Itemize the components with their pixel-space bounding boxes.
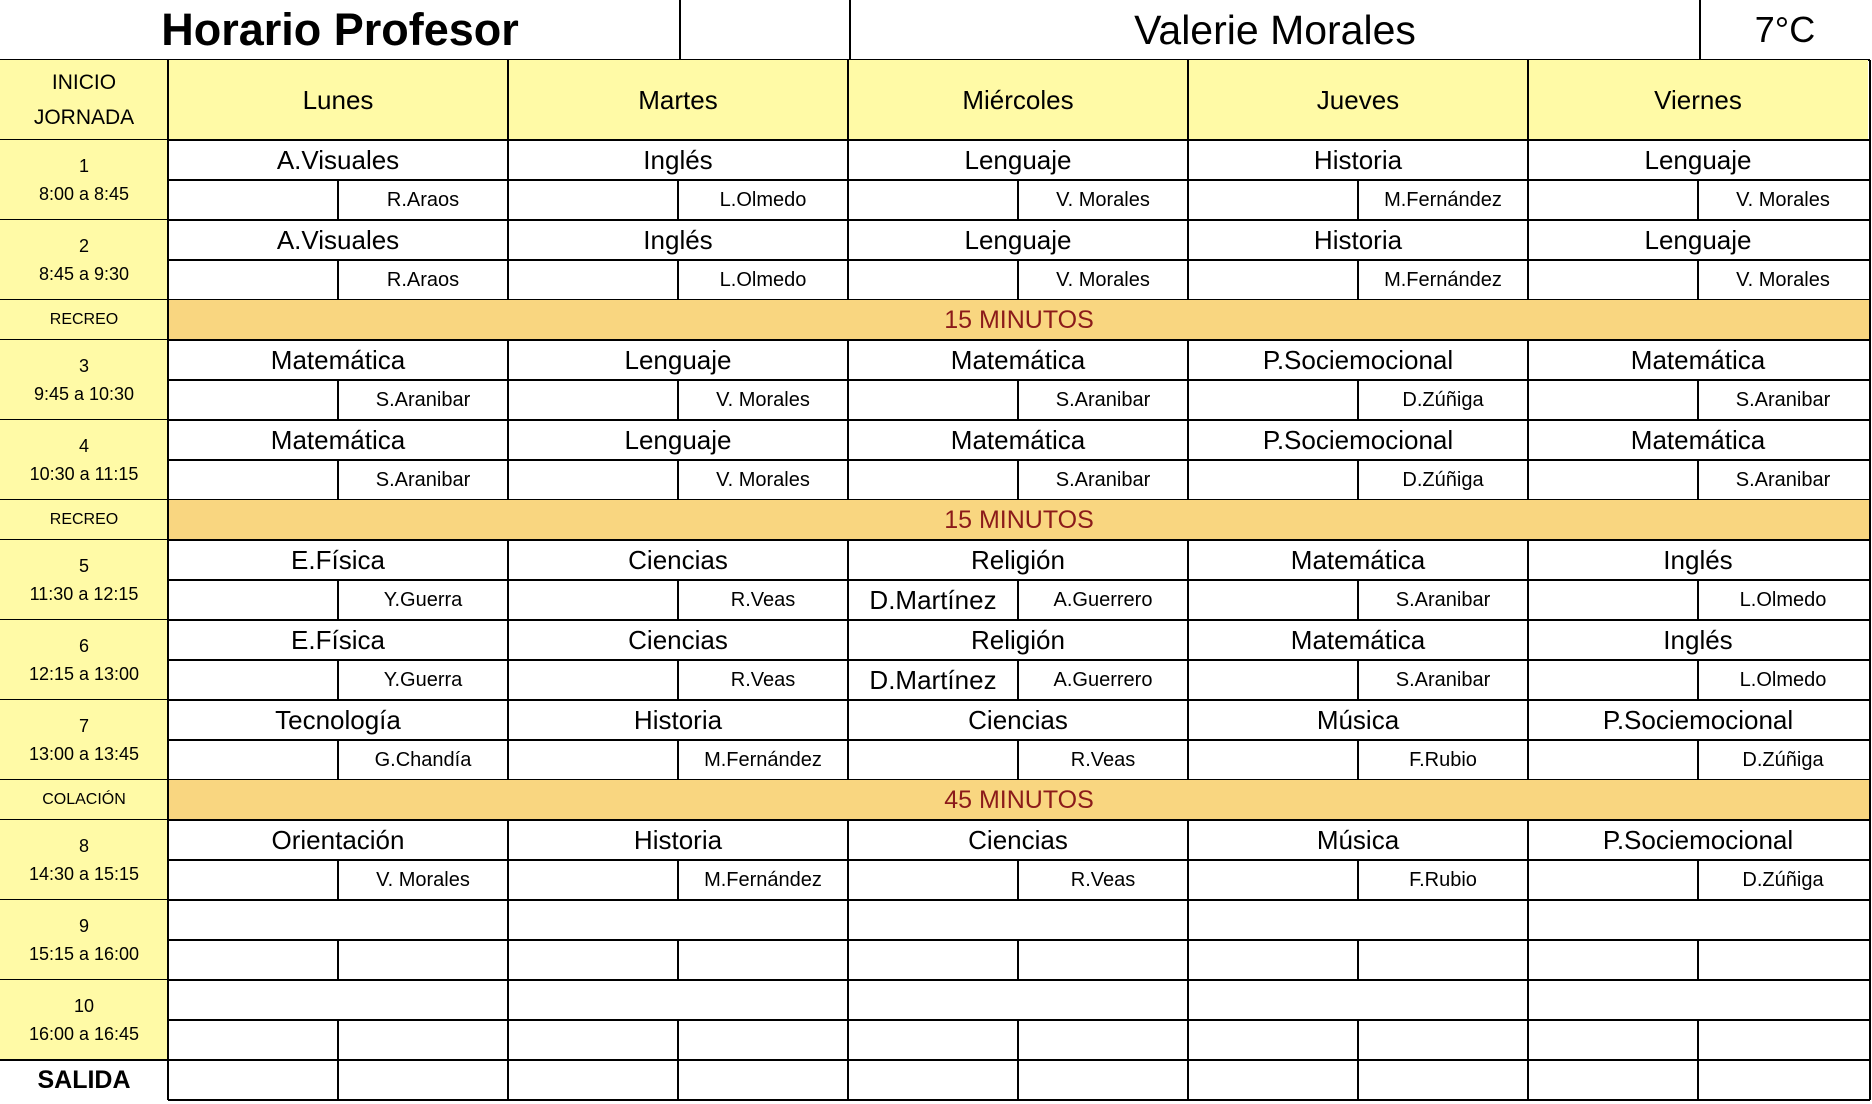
break-duration: 45 MINUTOS <box>168 780 1870 820</box>
subject-cell: Orientación <box>271 824 405 855</box>
grid-line <box>1357 180 1359 220</box>
period-time: 16:00 a 16:45 <box>28 1024 140 1044</box>
teacher-cell: V. Morales <box>376 868 470 891</box>
grid-line <box>1017 1060 1019 1100</box>
subject-cell: Historia <box>633 824 723 855</box>
teacher-cell <box>1358 940 1528 980</box>
period-label <box>0 140 168 220</box>
grid-line <box>1697 660 1699 700</box>
teacher-cell: D.Zúñiga <box>1402 388 1484 411</box>
grid-line <box>1527 60 1529 140</box>
break-duration: 15 MINUTOS <box>168 300 1870 340</box>
period-label <box>0 220 168 300</box>
grid-line <box>677 460 679 500</box>
grid-line <box>677 580 679 620</box>
period-time: 12:15 a 13:00 <box>28 664 140 684</box>
grid-line <box>1017 260 1019 300</box>
teacher-name: Valerie Morales <box>1134 6 1416 53</box>
subject-cell: E.Física <box>291 544 385 575</box>
subject-cell <box>1188 980 1528 1020</box>
teacher-cell: S.Aranibar <box>1055 388 1151 411</box>
grid-line <box>167 300 169 340</box>
teacher-cell-left: D.Martínez <box>869 664 997 695</box>
subject-cell: Matemática <box>1630 344 1766 375</box>
subject-cell: E.Física <box>291 624 385 655</box>
teacher-cell: L.Olmedo <box>719 268 807 291</box>
grid-line <box>1357 1020 1359 1060</box>
teacher-cell: D.Zúñiga <box>1742 868 1824 891</box>
grid-line <box>168 1019 1870 1021</box>
period-number: 3 <box>78 356 89 376</box>
teacher-cell <box>1698 940 1868 980</box>
subject-cell: Ciencias <box>968 704 1068 735</box>
grid-line <box>168 459 1870 461</box>
grid-line <box>1357 940 1359 980</box>
subject-cell: Ciencias <box>628 544 728 575</box>
period-label <box>0 420 168 500</box>
teacher-cell: M.Fernández <box>704 748 822 771</box>
grid-line <box>1017 860 1019 900</box>
subject-cell: Matemática <box>270 344 406 375</box>
grid-line <box>1699 0 1701 60</box>
grid-line <box>1017 460 1019 500</box>
grid-line <box>1697 260 1699 300</box>
subject-cell: Inglés <box>1663 624 1733 655</box>
period-label <box>0 540 168 620</box>
grid-line <box>1017 180 1019 220</box>
period-number: 5 <box>78 556 89 576</box>
teacher-cell: A.Guerrero <box>1053 668 1153 691</box>
period-number: 8 <box>78 836 89 856</box>
grid-line <box>507 1060 509 1100</box>
subject-cell: Lenguaje <box>964 144 1072 175</box>
grid-line <box>1017 740 1019 780</box>
day-header-2: Miércoles <box>848 60 1188 140</box>
period-time: 13:00 a 13:45 <box>28 744 140 764</box>
teacher-cell: M.Fernández <box>1384 188 1502 211</box>
page-title: Horario Profesor <box>161 4 519 55</box>
teacher-cell: M.Fernández <box>704 868 822 891</box>
grid-line <box>337 180 339 220</box>
grid-line <box>1357 460 1359 500</box>
day-header-0: Lunes <box>168 60 508 140</box>
subject-cell: Inglés <box>643 144 713 175</box>
grid-line <box>1697 580 1699 620</box>
grid-line <box>168 739 1870 741</box>
subject-cell <box>1528 900 1868 940</box>
grid-line <box>167 1060 169 1100</box>
grid-line <box>677 940 679 980</box>
period-label <box>0 980 168 1060</box>
grid-line <box>1697 180 1699 220</box>
break-label: COLACIÓN <box>0 780 168 820</box>
grid-line <box>677 1020 679 1060</box>
period-time: 8:45 a 9:30 <box>38 264 130 284</box>
grid-line <box>677 1060 679 1100</box>
grid-line <box>1357 660 1359 700</box>
grid-line <box>1357 860 1359 900</box>
subject-cell: Tecnología <box>275 704 401 735</box>
break-label: RECREO <box>0 300 168 340</box>
subject-cell: A.Visuales <box>276 144 400 175</box>
teacher-cell: S.Aranibar <box>1395 668 1491 691</box>
subject-cell: Ciencias <box>968 824 1068 855</box>
teacher-cell: Y.Guerra <box>383 588 463 611</box>
break-duration: 15 MINUTOS <box>168 500 1870 540</box>
grid-line <box>1357 740 1359 780</box>
teacher-cell <box>1018 940 1188 980</box>
day-header-1: Martes <box>508 60 848 140</box>
grid-line <box>168 659 1870 661</box>
grid-line <box>167 60 169 140</box>
teacher-cell: R.Araos <box>386 268 460 291</box>
teacher-cell: L.Olmedo <box>1739 668 1827 691</box>
grid-line <box>1869 60 1871 1100</box>
subject-cell: Historia <box>1313 224 1403 255</box>
period-time: 10:30 a 11:15 <box>29 464 139 484</box>
teacher-cell <box>338 1020 508 1060</box>
grid-line <box>337 1020 339 1060</box>
teacher-cell: D.Zúñiga <box>1402 468 1484 491</box>
teacher-cell: L.Olmedo <box>719 188 807 211</box>
teacher-cell <box>678 1020 848 1060</box>
period-time: 8:00 a 8:45 <box>38 184 130 204</box>
grid-line <box>1017 940 1019 980</box>
teacher-cell: R.Veas <box>1070 868 1136 891</box>
grid-line <box>1017 380 1019 420</box>
subject-cell: Matemática <box>1290 544 1426 575</box>
grid-line <box>1527 1060 1529 1100</box>
subject-cell <box>508 900 848 940</box>
period-time: 15:15 a 16:00 <box>28 944 140 964</box>
grid-line <box>1017 660 1019 700</box>
grid-line <box>1697 940 1699 980</box>
subject-cell: Lenguaje <box>1644 224 1752 255</box>
subject-cell: P.Sociemocional <box>1602 704 1794 735</box>
grid-line <box>1017 580 1019 620</box>
teacher-cell <box>1698 1020 1868 1060</box>
subject-cell <box>1188 900 1528 940</box>
grid-line <box>337 660 339 700</box>
teacher-cell: V. Morales <box>1736 188 1830 211</box>
grid-line <box>1187 1060 1189 1100</box>
teacher-cell: V. Morales <box>1736 268 1830 291</box>
subject-cell <box>848 980 1188 1020</box>
period-number: 4 <box>78 436 89 456</box>
teacher-cell: S.Aranibar <box>375 388 471 411</box>
subject-cell: P.Sociemocional <box>1262 344 1454 375</box>
grid-line <box>0 1059 1870 1061</box>
period-label <box>0 900 168 980</box>
subject-cell: Historia <box>1313 144 1403 175</box>
subject-cell: Matemática <box>950 424 1086 455</box>
grid-line <box>1697 740 1699 780</box>
subject-cell: Historia <box>633 704 723 735</box>
teacher-cell: Y.Guerra <box>383 668 463 691</box>
subject-cell: Música <box>1316 704 1400 735</box>
period-time: 9:45 a 10:30 <box>33 384 135 404</box>
inicio-jornada-label: INICIO JORNADA <box>0 60 168 140</box>
subject-cell: Lenguaje <box>624 344 732 375</box>
teacher-cell: S.Aranibar <box>1055 468 1151 491</box>
period-number: 10 <box>73 996 95 1016</box>
subject-cell: P.Sociemocional <box>1262 424 1454 455</box>
grid-line <box>1697 1060 1699 1100</box>
grid-line <box>1017 1020 1019 1060</box>
grid-line <box>337 1060 339 1100</box>
grid-line <box>677 740 679 780</box>
teacher-cell: S.Aranibar <box>1735 388 1831 411</box>
subject-cell <box>848 900 1188 940</box>
break-label: RECREO <box>0 500 168 540</box>
period-label <box>0 340 168 420</box>
grid-line <box>168 579 1870 581</box>
subject-cell: Lenguaje <box>964 224 1072 255</box>
teacher-cell: S.Aranibar <box>1395 588 1491 611</box>
grid-line <box>1357 1060 1359 1100</box>
grid-line <box>168 1099 1870 1101</box>
subject-cell: Música <box>1316 824 1400 855</box>
grid-line <box>847 60 849 140</box>
teacher-cell: R.Araos <box>386 188 460 211</box>
period-label <box>0 820 168 900</box>
teacher-cell: F.Rubio <box>1409 748 1477 771</box>
teacher-cell: V. Morales <box>716 388 810 411</box>
teacher-cell: S.Aranibar <box>1735 468 1831 491</box>
subject-cell: Ciencias <box>628 624 728 655</box>
subject-cell: Lenguaje <box>1644 144 1752 175</box>
day-header-4: Viernes <box>1528 60 1868 140</box>
teacher-cell: R.Veas <box>730 588 796 611</box>
period-label <box>0 620 168 700</box>
grid-line <box>167 780 169 820</box>
subject-cell <box>168 900 508 940</box>
grid-line <box>677 180 679 220</box>
subject-cell: Inglés <box>1663 544 1733 575</box>
subject-cell: A.Visuales <box>276 224 400 255</box>
grid-line <box>1187 60 1189 140</box>
teacher-cell: V. Morales <box>1056 188 1150 211</box>
grid-line <box>1357 580 1359 620</box>
period-number: 2 <box>78 236 89 256</box>
grid-line <box>168 259 1870 261</box>
period-number: 9 <box>78 916 89 936</box>
teacher-cell <box>678 940 848 980</box>
period-label <box>0 700 168 780</box>
teacher-cell <box>1358 1020 1528 1060</box>
grid-line <box>1357 260 1359 300</box>
grid-line <box>507 60 509 140</box>
temperature: 7°C <box>1754 9 1816 50</box>
grid-line <box>1697 1020 1699 1060</box>
period-number: 6 <box>78 636 89 656</box>
grid-line <box>1697 860 1699 900</box>
grid-line <box>337 260 339 300</box>
teacher-cell <box>1018 1020 1188 1060</box>
grid-line <box>847 1060 849 1100</box>
subject-cell: Matemática <box>1630 424 1766 455</box>
teacher-cell: R.Veas <box>1070 748 1136 771</box>
teacher-cell: V. Morales <box>716 468 810 491</box>
subject-cell <box>508 980 848 1020</box>
subject-cell: Inglés <box>643 224 713 255</box>
subject-cell: Lenguaje <box>624 424 732 455</box>
grid-line <box>168 939 1870 941</box>
subject-cell: P.Sociemocional <box>1602 824 1794 855</box>
grid-line <box>677 860 679 900</box>
period-time: 11:30 a 12:15 <box>29 584 139 604</box>
grid-line <box>167 500 169 540</box>
grid-line <box>168 859 1870 861</box>
subject-cell: Matemática <box>1290 624 1426 655</box>
grid-line <box>849 0 851 60</box>
grid-line <box>677 260 679 300</box>
period-time: 14:30 a 15:15 <box>28 864 140 884</box>
grid-line <box>1697 380 1699 420</box>
teacher-cell: S.Aranibar <box>375 468 471 491</box>
grid-line <box>677 380 679 420</box>
grid-line <box>337 380 339 420</box>
period-number: 1 <box>78 156 89 176</box>
grid-line <box>1697 460 1699 500</box>
grid-line <box>168 179 1870 181</box>
subject-cell <box>168 980 508 1020</box>
teacher-cell <box>338 940 508 980</box>
teacher-cell: G.Chandía <box>374 748 472 771</box>
teacher-cell: R.Veas <box>730 668 796 691</box>
teacher-cell-left: D.Martínez <box>869 584 997 615</box>
grid-line <box>337 940 339 980</box>
teacher-cell: L.Olmedo <box>1739 588 1827 611</box>
teacher-cell: D.Zúñiga <box>1742 748 1824 771</box>
grid-line <box>679 0 681 60</box>
subject-cell: Matemática <box>270 424 406 455</box>
grid-line <box>168 379 1870 381</box>
salida-label: SALIDA <box>37 1065 131 1094</box>
teacher-cell: A.Guerrero <box>1053 588 1153 611</box>
grid-line <box>337 580 339 620</box>
subject-cell <box>1528 980 1868 1020</box>
period-number: 7 <box>78 716 89 736</box>
day-header-3: Jueves <box>1188 60 1528 140</box>
grid-line <box>1357 380 1359 420</box>
grid-line <box>677 660 679 700</box>
grid-line <box>337 460 339 500</box>
teacher-cell: M.Fernández <box>1384 268 1502 291</box>
grid-line <box>337 860 339 900</box>
grid-line <box>337 740 339 780</box>
teacher-cell: V. Morales <box>1056 268 1150 291</box>
subject-cell: Religión <box>971 544 1065 575</box>
teacher-cell: F.Rubio <box>1409 868 1477 891</box>
subject-cell: Religión <box>971 624 1065 655</box>
subject-cell: Matemática <box>950 344 1086 375</box>
